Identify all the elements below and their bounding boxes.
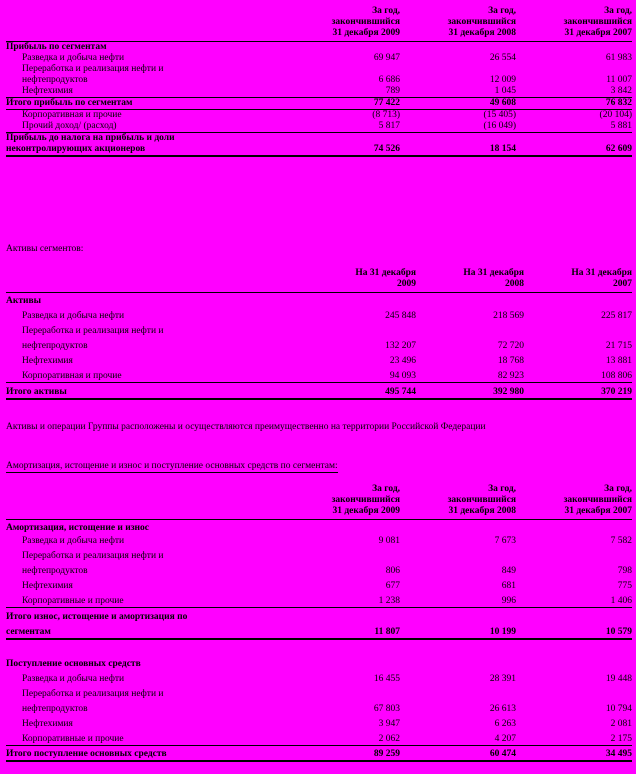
table-row: Корпоративная и прочие (8 713) (15 405) (20 104) — [22, 110, 632, 120]
table-row: Корпоративная и прочие 94 093 82 923 108 806 — [6, 371, 632, 383]
table-header — [6, 6, 632, 39]
col-header-2008: За год, закончившийся 31 декабря 2008 — [447, 484, 516, 516]
table-row: нефтепродуктов 806 849 798 — [22, 566, 632, 576]
header-rule — [6, 292, 632, 293]
depreciation-table — [6, 484, 632, 762]
table-row-total: Итого активы 495 744 392 980 370 219 — [6, 387, 632, 400]
col-header-2009: За год, закончившийся 31 декабря 2009 — [331, 6, 400, 38]
col-header-2009: За год, закончившийся 31 декабря 2009 — [331, 484, 400, 516]
table-row: Активы — [6, 296, 42, 306]
table-row: нефтепродуктов 132 207 72 720 21 715 — [22, 341, 632, 351]
table-row: Поступление основных средств — [6, 659, 141, 669]
col-header-2009: На 31 декабря 2009 — [355, 268, 416, 289]
table-row: Нефтехимия 677 681 775 — [22, 581, 632, 591]
table-row-total: сегментам 11 807 10 199 10 579 — [6, 627, 632, 640]
table-row-spacer — [6, 646, 632, 657]
table-row: Переработка и реализация нефти и — [22, 326, 164, 336]
depreciation-title: Амортизация, истощение и износ и поступление основных средств по сегментам: — [6, 461, 338, 471]
table-row: Корпоративные и прочие 1 238 996 1 406 — [6, 596, 632, 608]
table-row: Прочий доход/ (расход) 5 817 (16 049) 5 881 — [6, 121, 632, 133]
col-header-2008: За год, закончившийся 31 декабря 2008 — [447, 6, 516, 38]
header-rule — [6, 519, 632, 520]
col-header-2007: За год, закончившийся 31 декабря 2007 — [563, 6, 632, 38]
col-header-2007: За год, закончившийся 31 декабря 2007 — [563, 484, 632, 516]
table-row: Нефтехимия 23 496 18 768 13 881 — [22, 356, 632, 366]
table-row-total: Прибыль до налога на прибыль и доли — [6, 133, 175, 143]
table-row: Разведка и добыча нефти 16 455 28 391 19 448 — [22, 674, 632, 684]
table-row: Разведка и добыча нефти 245 848 218 569 225 817 — [22, 311, 632, 321]
table-header — [6, 268, 632, 290]
geography-note: Активы и операции Группы расположены и осуществляются преимущественно на территории Российской Федерации — [6, 422, 486, 432]
segment-profit-table — [6, 6, 632, 157]
table-row: Разведка и добыча нефти 9 081 7 673 7 582 — [22, 536, 632, 546]
table-row-total: неконтролирующих акционеров 74 526 18 154 62 609 — [6, 144, 632, 157]
table-row: Переработка и реализация нефти и — [22, 551, 164, 561]
segment-assets-table — [6, 268, 632, 400]
table-row: Разведка и добыча нефти 69 947 26 554 61 983 — [22, 53, 632, 63]
table-row-total: Итого поступление основных средств 89 259 60 474 34 495 — [6, 749, 632, 762]
assets-title: Активы сегментов: — [6, 244, 84, 254]
table-row-total: Итого прибыль по сегментам 77 422 49 608 76 832 — [6, 98, 632, 108]
table-row: Нефтехимия 789 1 045 3 842 — [6, 86, 632, 98]
table-header — [6, 484, 632, 517]
table-row: Амортизация, истощение и износ — [6, 523, 149, 533]
table-row: Корпоративные и прочие 2 062 4 207 2 175 — [6, 734, 632, 746]
table-row: нефтепродуктов 6 686 12 009 11 007 — [22, 75, 632, 85]
col-header-2008: На 31 декабря 2008 — [463, 268, 524, 289]
table-row: нефтепродуктов 67 803 26 613 10 794 — [22, 704, 632, 714]
table-row: Переработка и реализация нефти и — [22, 64, 164, 74]
table-row-total: Итого износ, истощение и амортизация по — [6, 612, 188, 622]
col-header-2007: На 31 декабря 2007 — [571, 268, 632, 289]
table-row: Нефтехимия 3 947 6 263 2 081 — [22, 719, 632, 729]
table-row: Переработка и реализация нефти и — [22, 689, 164, 699]
table-row: Прибыль по сегментам — [6, 42, 107, 52]
